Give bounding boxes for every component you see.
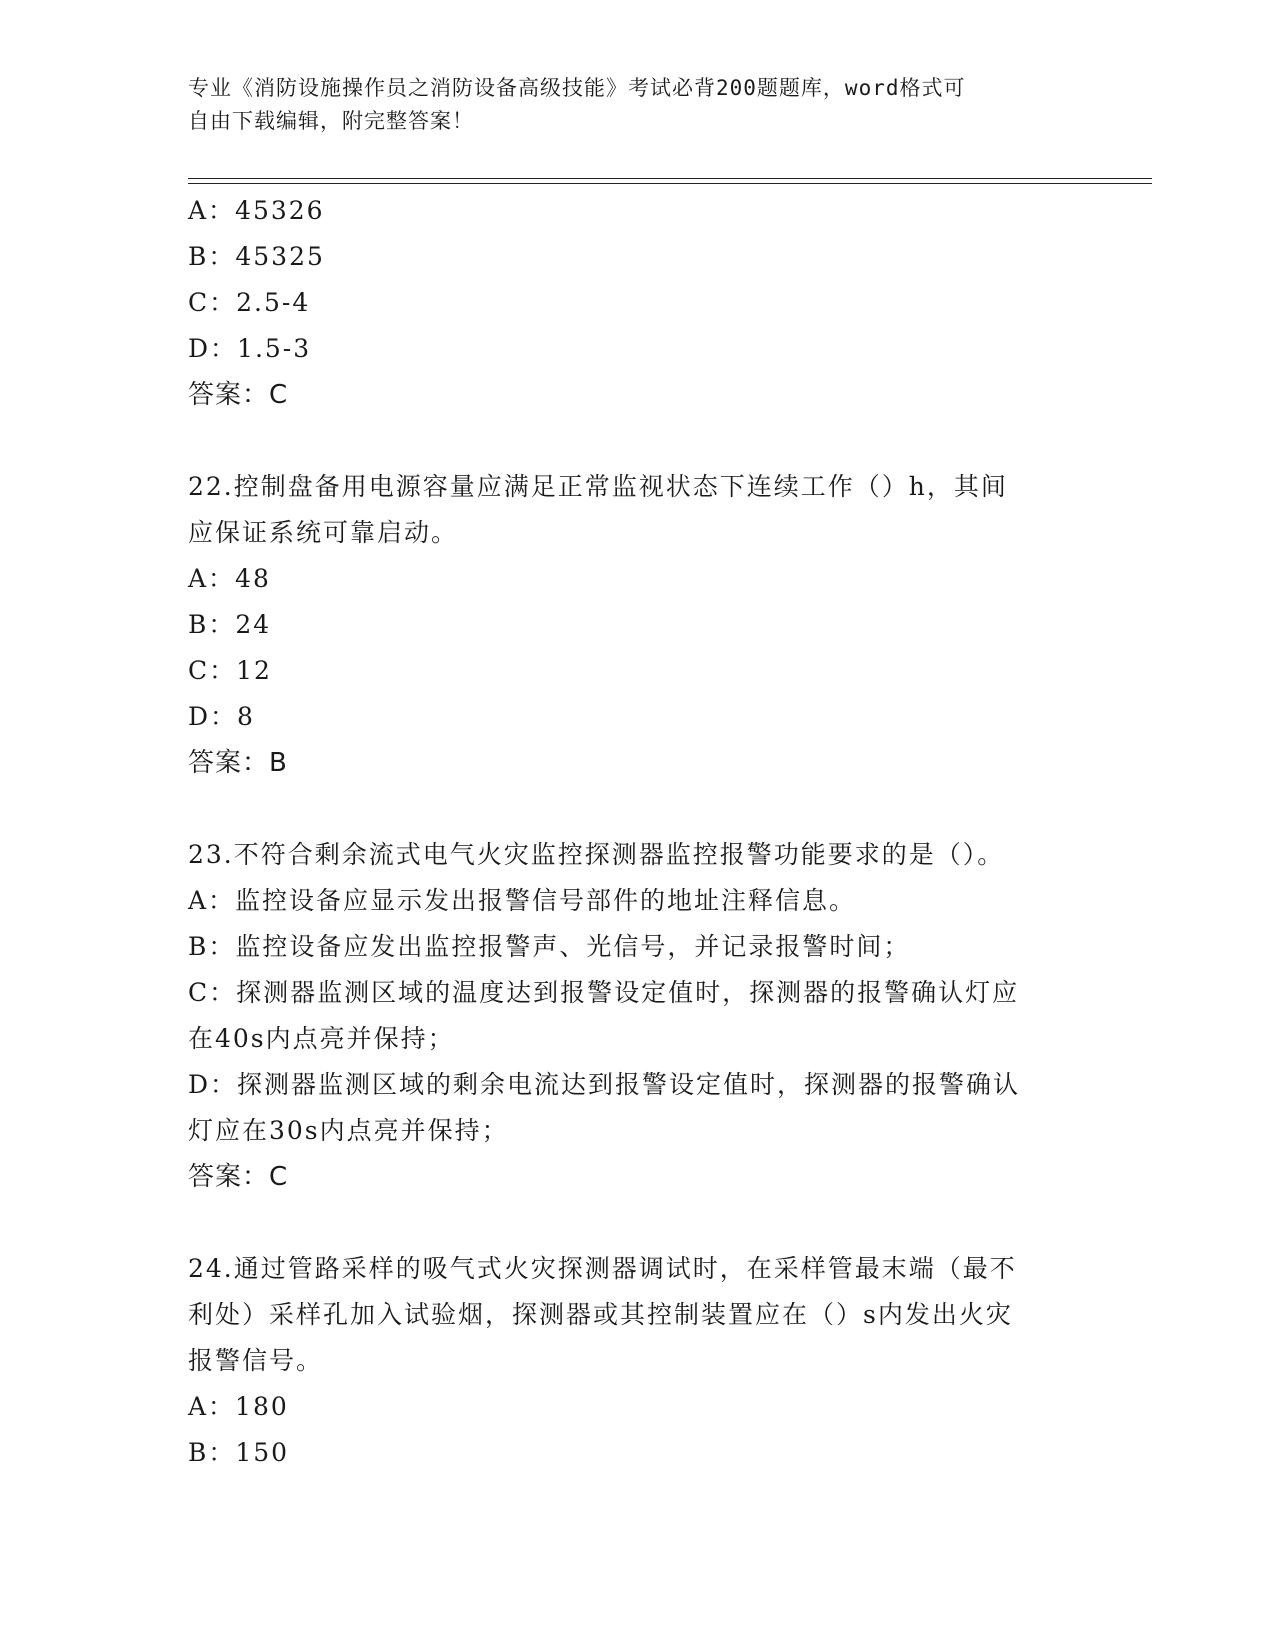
answer-line: 答案：C — [188, 380, 289, 410]
question-list — [188, 188, 1088, 1476]
question-text-line: 24.通过管路采样的吸气式火灾探测器调试时，在采样管最末端（最不 — [188, 1254, 1017, 1283]
question-block — [188, 832, 1088, 1200]
header-divider — [188, 178, 1152, 184]
option-c: C：2.5-4 — [188, 288, 311, 317]
block-spacer — [188, 786, 1088, 832]
header-line-2: 自由下载编辑，附完整答案！ — [188, 109, 474, 133]
option-c: C：探测器监测区域的温度达到报警设定值时，探测器的报警确认灯应 — [188, 978, 1020, 1007]
header-line-1: 专业《消防设施操作员之消防设备高级技能》考试必背200题题库，word格式可 — [188, 76, 966, 100]
option-d: D：探测器监测区域的剩余电流达到报警设定值时，探测器的报警确认 — [188, 1070, 1021, 1099]
question-text-line: 应保证系统可靠启动。 — [188, 518, 459, 547]
block-spacer — [188, 1200, 1088, 1246]
option-a: A：监控设备应显示发出报警信号部件的地址注释信息。 — [188, 886, 857, 915]
option-a: A：45326 — [188, 196, 325, 225]
option-a: A：48 — [188, 564, 271, 593]
question-block — [188, 188, 1088, 418]
option-b: B：24 — [188, 610, 272, 639]
answer-line: 答案：C — [188, 1162, 289, 1192]
option-d: D：1.5-3 — [188, 334, 312, 363]
document-header — [188, 72, 1068, 138]
option-b: B：45325 — [188, 242, 325, 271]
option-d-continued: 灯应在30s内点亮并保持； — [188, 1116, 509, 1145]
question-text-line: 利处）采样孔加入试验烟，探测器或其控制装置应在（）s内发出火灾 — [188, 1300, 1013, 1329]
answer-line: 答案：B — [188, 748, 288, 778]
question-text-line: 报警信号。 — [188, 1346, 324, 1375]
block-spacer — [188, 418, 1088, 464]
option-c-continued: 在40s内点亮并保持； — [188, 1024, 455, 1053]
option-d: D：8 — [188, 702, 255, 731]
question-text-line: 22.控制盘备用电源容量应满足正常监视状态下连续工作（）h，其间 — [188, 472, 1008, 501]
question-block — [188, 1246, 1088, 1476]
option-c: C：12 — [188, 656, 272, 685]
option-b: B：监控设备应发出监控报警声、光信号，并记录报警时间； — [188, 932, 911, 961]
option-b: B：150 — [188, 1438, 290, 1467]
question-text-line: 23.不符合剩余流式电气火灾监控探测器监控报警功能要求的是（）。 — [188, 840, 1005, 869]
option-a: A：180 — [188, 1392, 289, 1421]
question-block — [188, 464, 1088, 786]
